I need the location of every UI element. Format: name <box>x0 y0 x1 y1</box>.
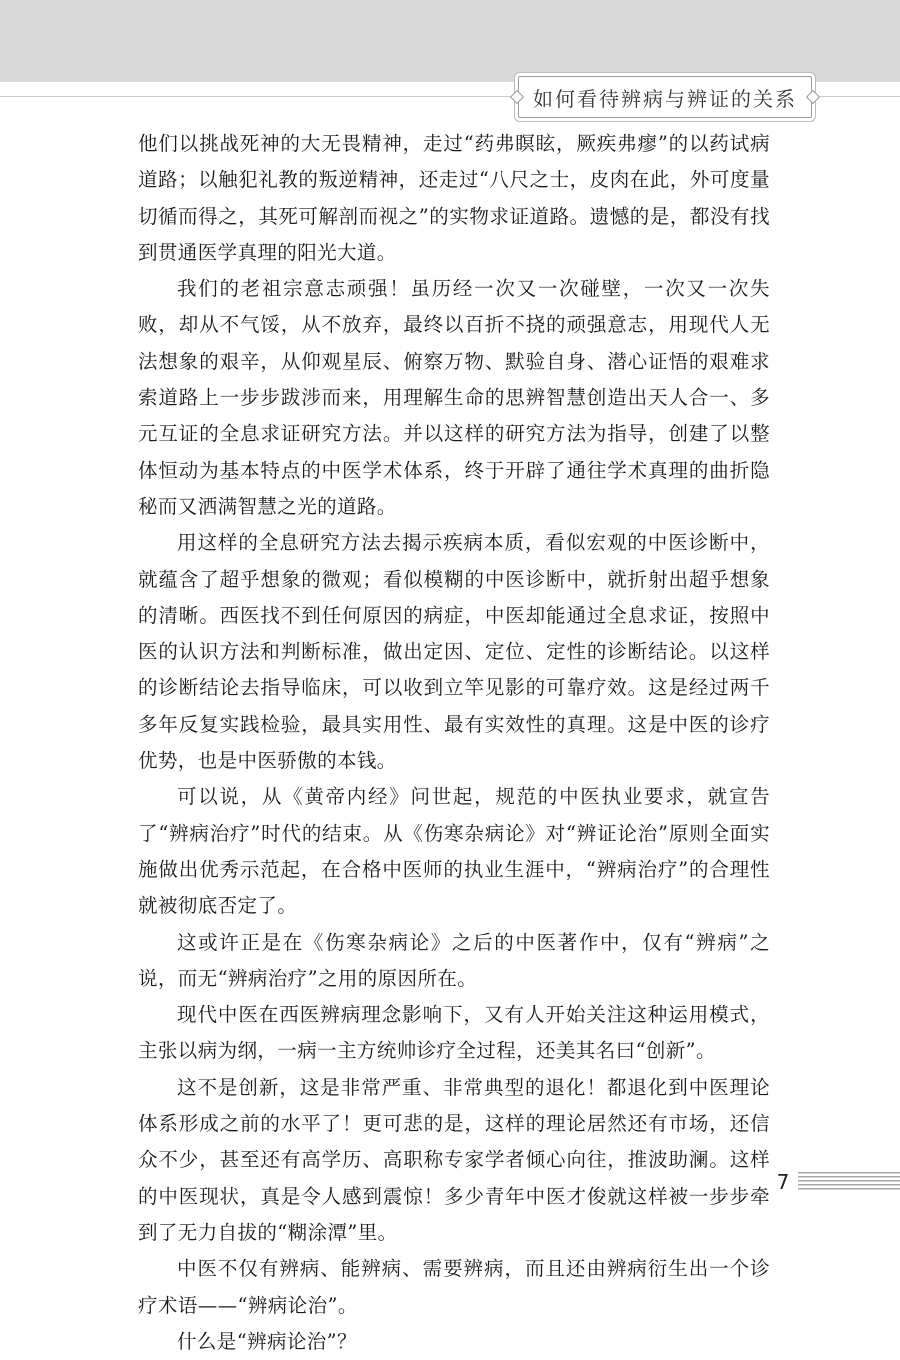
paragraph-1: 他们以挑战死神的大无畏精神，走过“药弗瞑眩，厥疾弗瘳”的以药试病道路；以触犯礼教的叛逆精神，还走过“八尺之士，皮肉在此，外可度量切循而得之，其死可解剖而视之”的实物求证道路。遗憾的是，都没有找到贯通医学真理的阳光大道。 <box>138 132 770 264</box>
paragraph-9: 什么是“辨病论治”？ <box>177 1329 357 1353</box>
paragraph-3: 用这样的全息研究方法去揭示疾病本质，看似宏观的中医诊断中，就蕴含了超乎想象的微观；看似模糊的中医诊断中，就折射出超乎想象的清晰。西医找不到任何原因的病症，中医却能通过全息求证，按照中医的认识方法和判断标准，做出定因、定位、定性的诊断结论。以这样的诊断结论去指导临床，可以收到立竿见影的可靠疗效。这是经过两千多年反复实践检验，最具实用性、最有实效性的真理。这是中医的诊疗优势，也是中医骄傲的本钱。 <box>138 531 770 773</box>
paragraph-6: 现代中医在西医辨病理念影响下，又有人开始关注这种运用模式，主张以病为纲，一病一主方统帅诊疗全过程，还美其名曰“创新”。 <box>138 1003 770 1063</box>
paragraph-5: 这或许正是在《伤寒杂病论》之后的中医著作中，仅有“辨病”之说，而无“辨病治疗”之用的原因所在。 <box>138 930 770 990</box>
header-band <box>0 0 900 82</box>
section-title: 如何看待辨病与辨证的关系 <box>533 86 797 111</box>
paragraph-8: 中医不仅有辨病、能辨病、需要辨病，而且还由辨病衍生出一个诊疗术语——“辨病论治”。 <box>138 1257 770 1317</box>
paragraph-2: 我们的老祖宗意志顽强！虽历经一次又一次碰壁，一次又一次失败，却从不气馁，从不放弃，最终以百折不挠的顽强意志，用现代人无法想象的艰辛，从仰观星辰、俯察万物、默验自身、潜心证悟的艰难求索道路上一步步跋涉而来，用理解生命的思辨智慧创造出天人合一、多元互证的全息求证研究方法。并以这样的研究方法为指导，创建了以整体恒动为基本特点的中医学术体系，终于开辟了通往学术真理的曲折隐秘而又洒满智慧之光的道路。 <box>138 277 770 518</box>
paragraph-4: 可以说，从《黄帝内经》问世起，规范的中医执业要求，就宣告了“辨病治疗”时代的结束。从《伤寒杂病论》对“辨证论治”原则全面实施做出优秀示范起，在合格中医师的执业生涯中，“辨病治疗”的合理性就被彻底否定了。 <box>138 785 770 918</box>
paragraph-7: 这不是创新，这是非常严重、非常典型的退化！都退化到中医理论体系形成之前的水平了！更可悲的是，这样的理论居然还有市场，还信众不少，甚至还有高学历、高职称专家学者倾心向往，推波助澜。这样的中医现状，真是令人感到震惊！多少青年中医才俊就这样被一步步牵到了无力自拔的“糊涂潭”里。 <box>138 1075 770 1244</box>
page-number: 7 <box>776 1170 790 1194</box>
footer-decoration-lines <box>798 1172 900 1192</box>
section-title-box <box>518 76 812 118</box>
page-body <box>138 126 770 1360</box>
